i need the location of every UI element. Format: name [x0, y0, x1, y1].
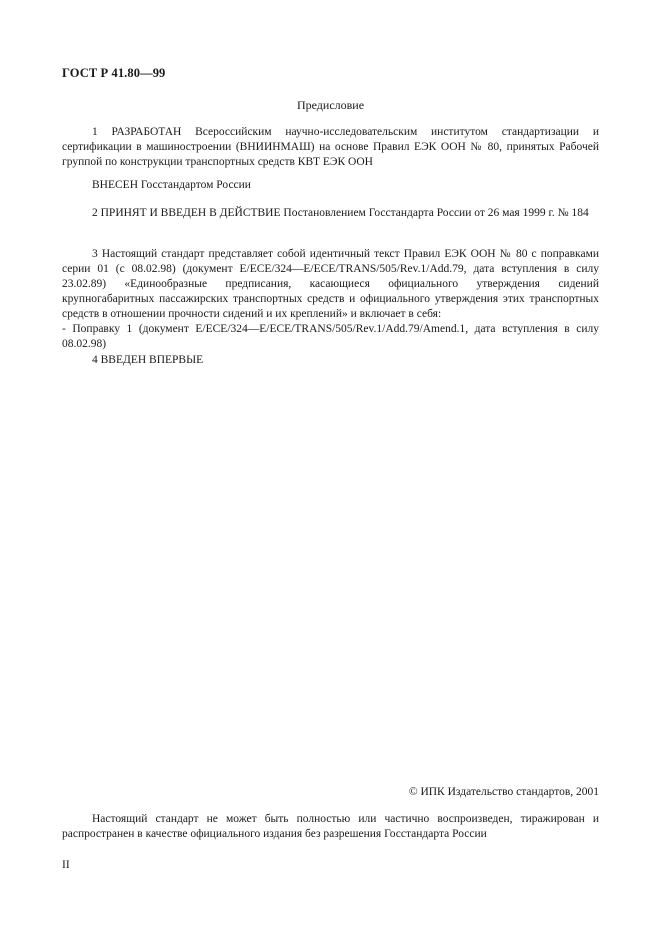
copyright-line: © ИПК Издательство стандартов, 2001 — [408, 786, 599, 798]
page-number: II — [62, 859, 70, 871]
preface-introduced — [62, 178, 599, 193]
paragraph-adopted: 2 ПРИНЯТ И ВВЕДЕН В ДЕЙСТВИЕ Постановлением Госстандарта России от 26 мая 1999 г. № 184 — [92, 207, 589, 219]
document-code: ГОСТ Р 41.80—99 — [62, 66, 166, 80]
preface-item-4 — [62, 353, 599, 368]
paragraph-first-introduced: 4 ВВЕДЕН ВПЕРВЫЕ — [92, 354, 204, 366]
paragraph-identical-text: 3 Настоящий стандарт представляет собой идентичный текст Правил ЕЭК ООН № 80 с поправками серии 01 (с 08.02.98) (документ E/ECE/324—E/ECE/TRANS/505/Rev.1/Add.79, дата вступления в силу 23.02.89) «Единообразные предписания, касающиеся официального утверждения сидений крупногабаритных пассажирских транспортных средств и официального утверждения этих транспортных средств в отношении прочности сидений и их креплений» и включает в себя: — [62, 248, 599, 320]
paragraph-developed: 1 РАЗРАБОТАН Всероссийским научно-исследовательским институтом стандартизации и сертификации в машиностроении (ВНИИНМАШ) на основе Правил ЕЭК ООН № 80, принятых Рабочей группой по конструкции транспортных средств КВТ ЕЭК ООН — [62, 126, 599, 168]
preface-item-2 — [62, 206, 599, 221]
paragraph-introduced: ВНЕСЕН Госстандартом России — [92, 179, 251, 191]
preface-item-1 — [62, 125, 599, 170]
preface-item-3 — [62, 247, 599, 352]
paragraph-amendment: - Поправку 1 (документ E/ECE/324—E/ECE/TRANS/505/Rev.1/Add.79/Amend.1, дата вступления в силу 08.02.98) — [62, 323, 599, 350]
preface-title: Предисловие — [296, 98, 365, 112]
reproduction-notice: Настоящий стандарт не может быть полностью или частично воспроизведен, тиражирован и распространен в качестве официального издания без разрешения Госстандарта России — [62, 813, 599, 840]
